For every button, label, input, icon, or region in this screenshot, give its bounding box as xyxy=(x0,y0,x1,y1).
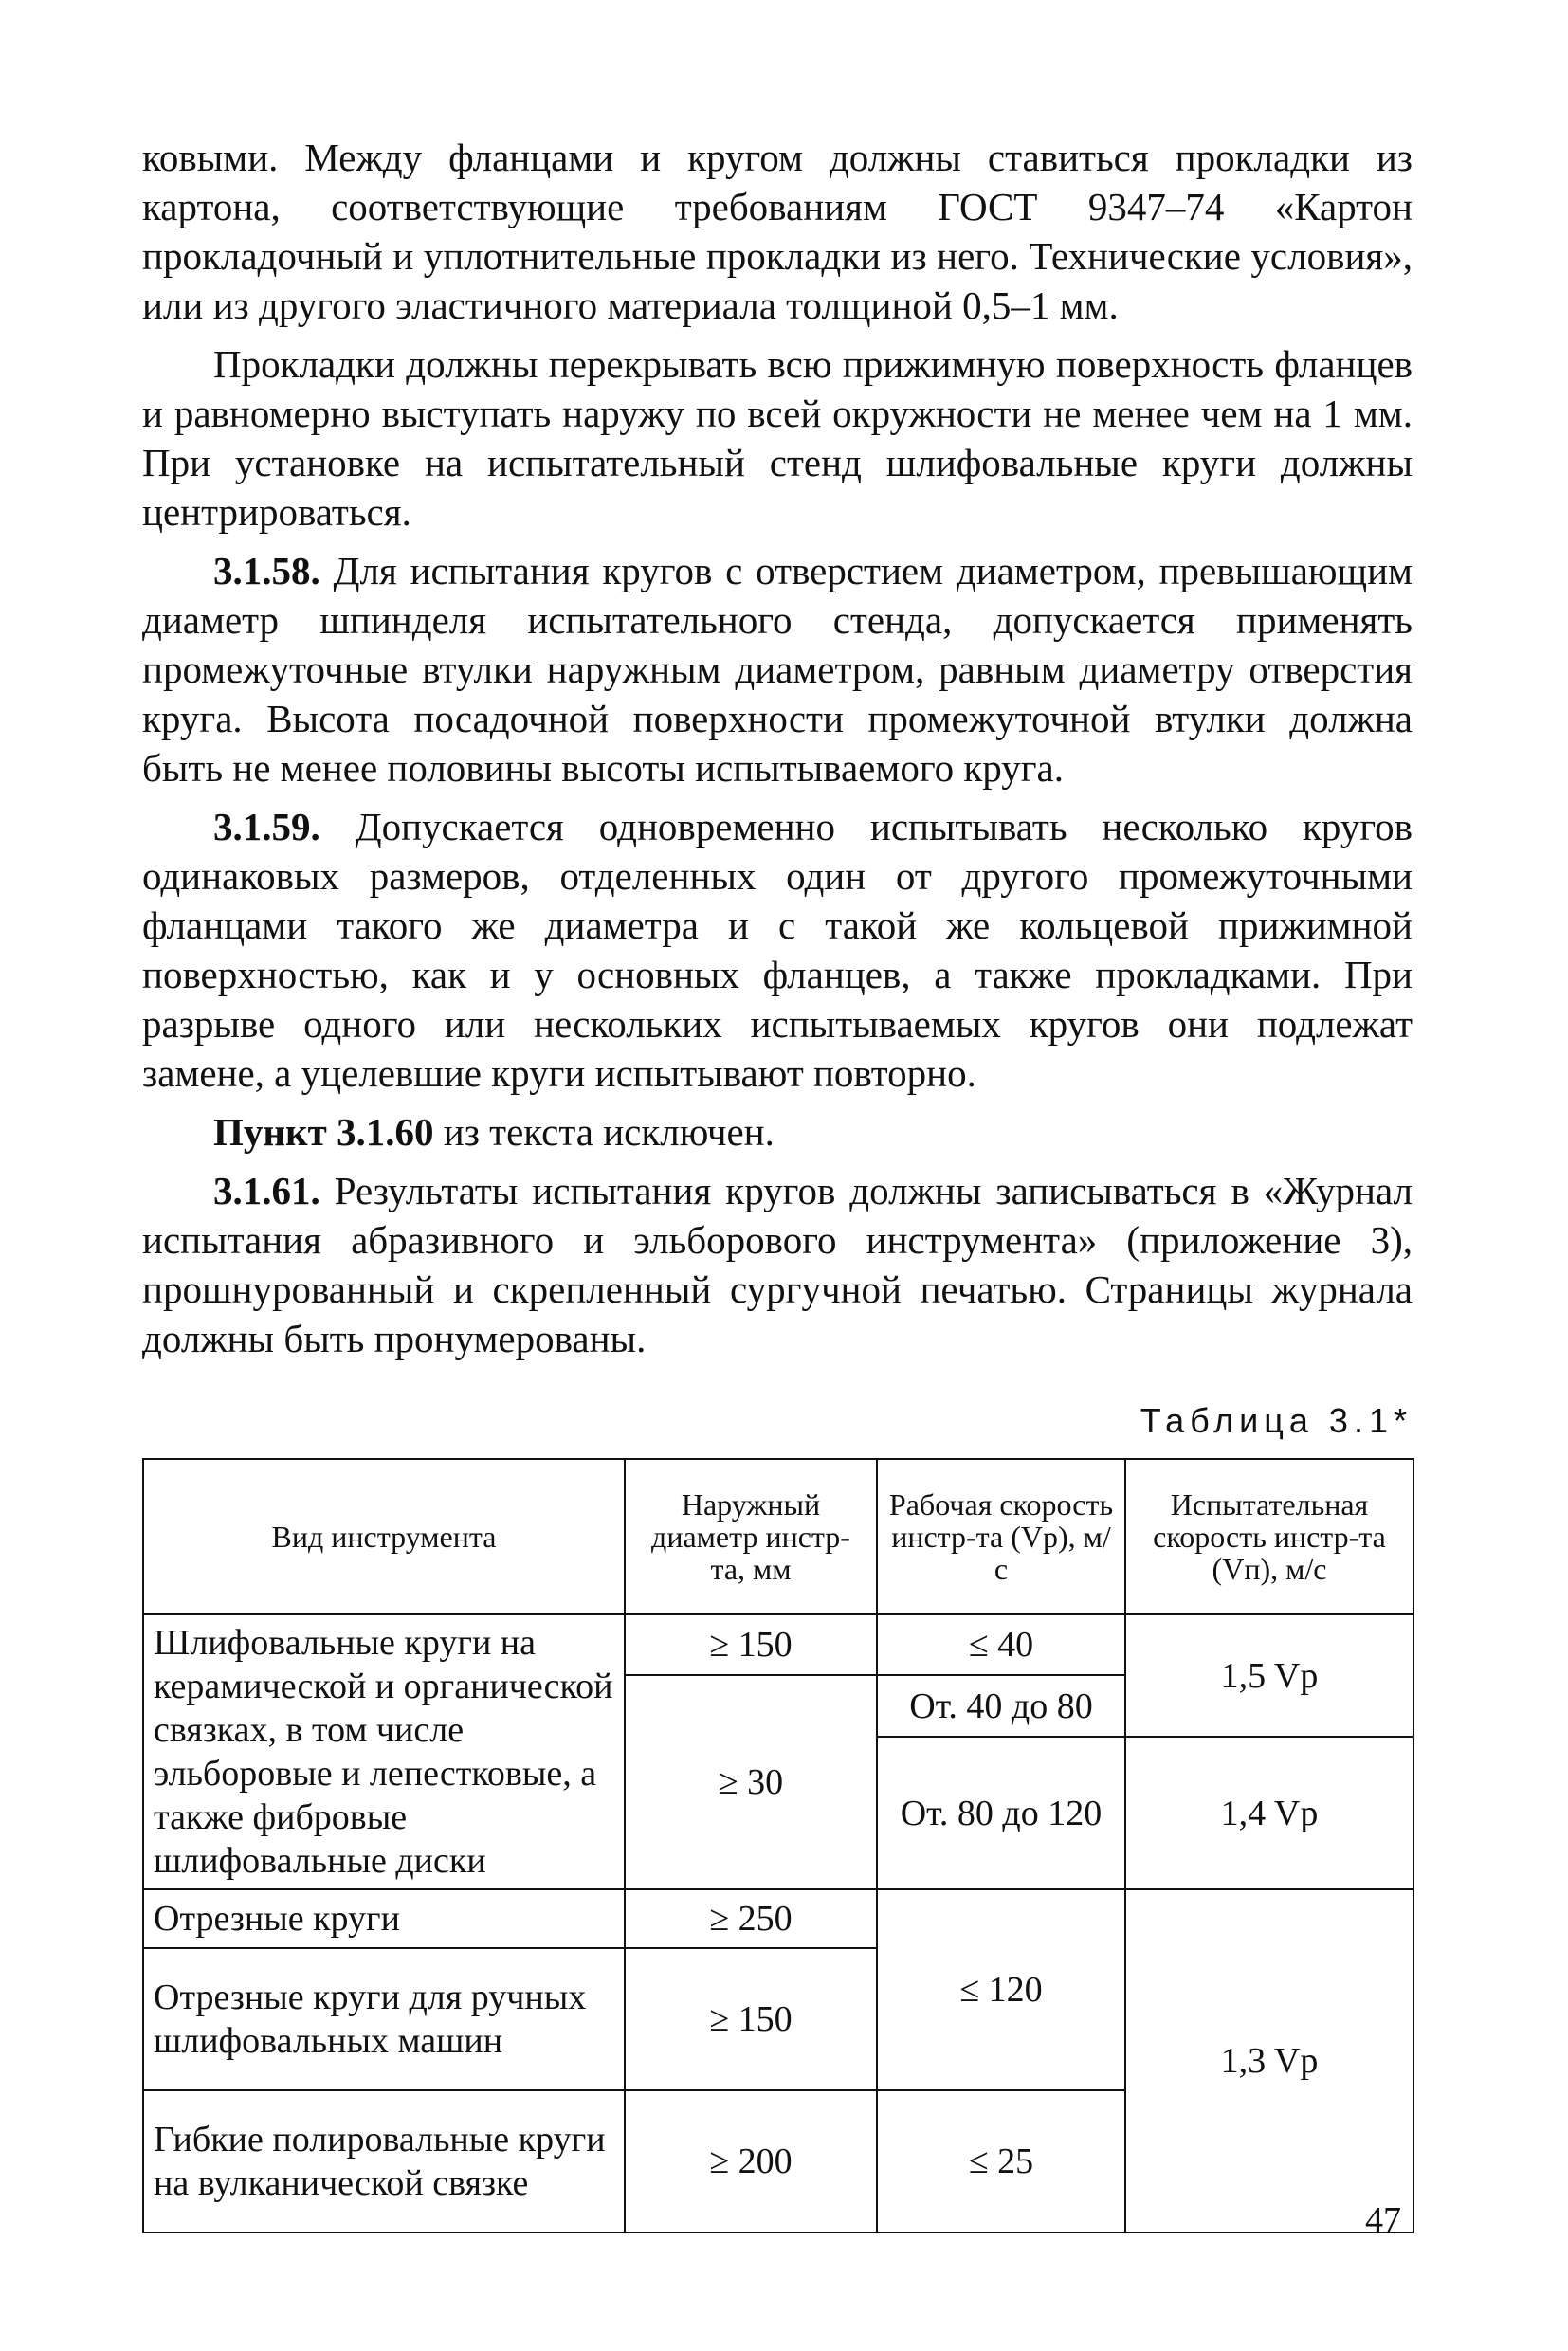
clause-3-1-61 xyxy=(142,1166,1413,1363)
spec-table xyxy=(142,1458,1414,2233)
header-speed: Рабочая скорость инстр-та (Vр), м/с xyxy=(877,1459,1125,1614)
clause-3-1-59-number: 3.1.59. xyxy=(213,805,320,848)
cell-d-150: ≥ 150 xyxy=(625,1614,877,1675)
page-number: 47 xyxy=(1365,2200,1401,2240)
clause-3-1-61-text: Результаты испытания кругов должны записываться в «Журнал испытания абразивного и эльборового инструмента» (приложение 3), прошнурованный и скрепленный сургучной печатью. Страницы журнала должны быть пронумерованы. xyxy=(142,1169,1413,1360)
paragraph-2 xyxy=(142,339,1413,537)
cell-type-grinding: Шлифовальные круги на керамической и органической связках, в том числе эльборовые и лепестковые, а также фибровые шлифовальные диски xyxy=(143,1614,625,1889)
clause-3-1-61-number: 3.1.61. xyxy=(213,1169,320,1212)
paragraph-1-text: ковыми. Между фланцами и кругом должны ставиться прокладки из картона, соответствующие требованиям ГОСТ 9347–74 «Картон прокладочный и уплотнительные прокладки из него. Технические условия», или из другого эластичного материала толщиной 0,5–1 мм. xyxy=(142,136,1413,327)
table-row xyxy=(143,1889,1413,1948)
cell-s-40: ≤ 40 xyxy=(877,1614,1125,1675)
table-row xyxy=(143,1614,1413,1675)
cell-type-cutoff-manual: Отрезные круги для ручных шлифовальных машин xyxy=(143,1948,625,2090)
header-type: Вид инструмента xyxy=(143,1459,625,1614)
page-content xyxy=(142,133,1413,2233)
cell-s-120: ≤ 120 xyxy=(877,1889,1125,2090)
clause-3-1-60 xyxy=(142,1107,1413,1157)
cell-d-200: ≥ 200 xyxy=(625,2090,877,2233)
paragraph-2-text: Прокладки должны перекрывать всю прижимную поверхность фланцев и равномерно выступать наружу по всей окружности не менее чем на 1 мм. При установке на испытательный стенд шлифовальные круги должны центрироваться. xyxy=(142,342,1413,534)
cell-type-flexible: Гибкие полировальные круги на вулканической связке xyxy=(143,2090,625,2233)
cell-t-15: 1,5 Vр xyxy=(1125,1614,1413,1737)
cell-t-14: 1,4 Vр xyxy=(1125,1737,1413,1889)
header-test-speed: Испытательная скорость инстр-та (Vп), м/с xyxy=(1125,1459,1413,1614)
table-caption: Таблица 3.1* xyxy=(1140,1401,1413,1440)
clause-3-1-60-number: Пункт 3.1.60 xyxy=(213,1110,434,1154)
clause-3-1-60-text: из текста исключен. xyxy=(433,1110,775,1154)
table-header-row xyxy=(143,1459,1413,1614)
clause-3-1-58-text: Для испытания кругов с отверстием диаметром, превышающим диаметр шпинделя испытательного стенда, допускается применять промежуточные втулки наружным диаметром, равным диаметру отверстия круга. Высота посадочной поверхности промежуточной втулки должна быть не менее половины высоты испытываемого круга. xyxy=(142,549,1413,790)
clause-3-1-58-number: 3.1.58. xyxy=(213,549,320,592)
cell-s-40-80: От. 40 до 80 xyxy=(877,1675,1125,1737)
header-diameter: Наружный диаметр инстр-та, мм xyxy=(625,1459,877,1614)
cell-d-30: ≥ 30 xyxy=(625,1675,877,1889)
clause-3-1-59 xyxy=(142,802,1413,1098)
paragraph-1 xyxy=(142,133,1413,330)
cell-t-13: 1,3 Vр xyxy=(1125,1889,1413,2233)
cell-d-250: ≥ 250 xyxy=(625,1889,877,1948)
cell-d-150b: ≥ 150 xyxy=(625,1948,877,2090)
cell-type-cutoff: Отрезные круги xyxy=(143,1889,625,1948)
clause-3-1-59-text: Допускается одновременно испытывать несколько кругов одинаковых размеров, отделенных один от другого промежуточными фланцами такого же диаметра и с такой же кольцевой прижимной поверхностью, как и у основных фланцев, а также прокладками. При разрыве одного или нескольких испытываемых кругов они подлежат замене, а уцелевшие круги испытывают повторно. xyxy=(142,805,1413,1095)
cell-s-80-120: От. 80 до 120 xyxy=(877,1737,1125,1889)
clause-3-1-58 xyxy=(142,546,1413,793)
cell-s-25: ≤ 25 xyxy=(877,2090,1125,2233)
